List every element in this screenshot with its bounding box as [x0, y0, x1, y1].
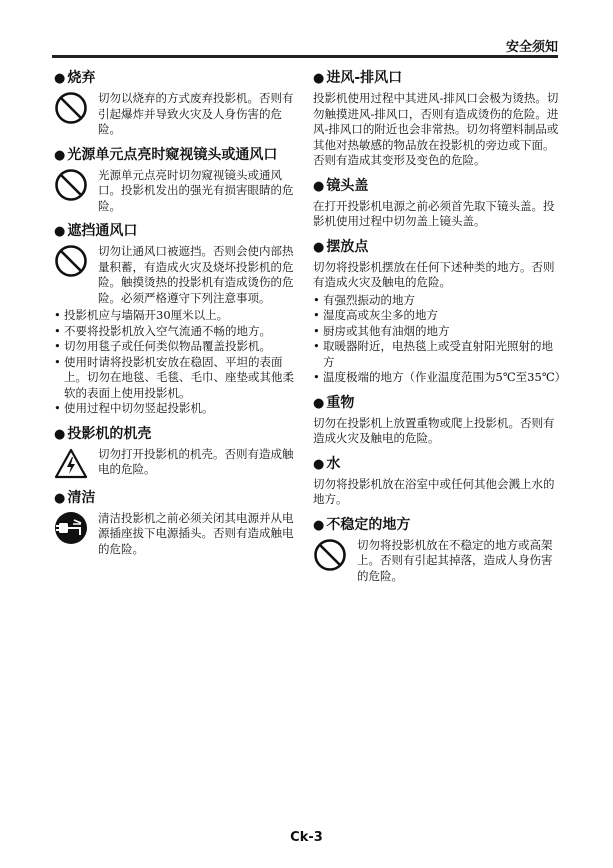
section-heavy — [313, 395, 563, 447]
list-item: • 有强烈振动的地方 — [313, 293, 563, 309]
section-text: 投影机使用过程中其进风-排风口会极为烫热。切勿触摸进风-排风口，否则有造成烫伤的危险。进风-排风口的附近也会非常热。切勿将塑料制品或其他对热敏感的物品放在投影机的旁边或下面。否则有造成其变形及变色的危险。 — [313, 91, 559, 167]
prohibition-icon — [54, 91, 88, 125]
section-text: 切勿将投影机放在浴室中或任何其他会溅上水的地方。 — [313, 476, 555, 506]
warning-text: 切勿让通风口被遮挡。否则会使内部热量积蓄，有造成火灾及烧坏投影机的危险。触摸烫热的投影机有造成烫伤的危险。必须严格遵守下列注意事项。 — [98, 244, 294, 305]
warning-text: 清洁投影机之前必须关闭其电源并从电源插座拔下电源插头。否则有造成触电的危险。 — [98, 510, 294, 556]
warning-text: 切勿打开投影机的机壳。否则有造成触电的危险。 — [98, 446, 294, 476]
section-title: ● 光源单元点亮时窥视镜头或通风口 — [54, 146, 278, 163]
section-unstable — [313, 517, 563, 585]
page-number: Ck-3 — [290, 830, 323, 845]
list-item: • 取暖器附近，电热毯上或受直射阳光照射的地方 — [313, 339, 563, 370]
list-item: • 温度极端的地方（作业温度范围为5℃至35℃） — [313, 370, 563, 386]
section-block-vent — [54, 223, 299, 417]
section-lens-cap — [313, 178, 563, 230]
section-title: ● 进风-排风口 — [313, 70, 403, 86]
list-item: • 投影机应与墙隔开30厘米以上。 — [54, 308, 299, 324]
section-title: ● 遮挡通风口 — [54, 223, 138, 239]
section-text: 在打开投影机电源之前必须首先取下镜头盖。投影机使用过程中切勿盖上镜头盖。 — [313, 198, 555, 228]
warning-text: 切勿以烧弃的方式废弃投影机。否则有引起爆炸并导致火灾及人身伤害的危险。 — [98, 91, 294, 136]
section-title: ● 清洁 — [54, 489, 96, 506]
list-item: • 不要将投影机放入空气流通不畅的地方。 — [54, 324, 299, 340]
list-item: • 切勿用毯子或任何类似物品覆盖投影机。 — [54, 339, 299, 355]
page-header-title: 安全须知 — [505, 40, 558, 55]
prohibition-icon — [54, 244, 88, 278]
section-text: 切勿在投影机上放置重物或爬上投影机。否则有造成火灾及触电的危险。 — [313, 415, 555, 445]
warning-text: 光源单元点亮时切勿窥视镜头或通风口。投影机发出的强光有损害眼睛的危险。 — [98, 167, 294, 213]
bullet-list — [54, 308, 299, 417]
header-divider — [52, 55, 558, 58]
unplug-icon — [54, 511, 88, 545]
electric-shock-warning-icon — [54, 447, 88, 481]
bullet-list — [313, 292, 567, 386]
section-title: ● 投影机的机壳 — [54, 425, 152, 442]
section-burn — [54, 70, 299, 138]
section-placement — [313, 238, 567, 386]
section-title: ● 镜头盖 — [313, 177, 369, 194]
section-lens-look — [54, 147, 299, 215]
section-title: ● 水 — [313, 455, 341, 472]
section-water — [313, 456, 563, 508]
list-item: • 湿度高或灰尘多的地方 — [313, 308, 563, 324]
prohibition-icon — [54, 168, 88, 202]
list-item: • 厨房或其他有油烟的地方 — [313, 324, 563, 340]
right-column — [313, 70, 567, 593]
section-title: ● 重物 — [313, 394, 355, 411]
section-cleaning — [54, 490, 299, 558]
left-column — [54, 70, 299, 566]
list-item: • 使用过程中切勿竖起投影机。 — [54, 401, 299, 417]
section-title: ● 摆放点 — [313, 238, 369, 255]
list-item: • 使用时请将投影机安放在稳固、平坦的表面上。切勿在地毯、毛毯、毛巾、座垫或其他柔软的表面上使用投影机。 — [54, 355, 299, 402]
section-title: ● 不稳定的地方 — [313, 516, 411, 533]
section-text: 切勿将投影机摆放在任何下述种类的地方。否则有造成火灾及触电的危险。 — [313, 259, 555, 289]
warning-text: 切勿将投影机放在不稳定的地方或高架上。否则有引起其掉落，造成人身伤害的危险。 — [357, 537, 553, 583]
section-title: ● 烧弃 — [54, 70, 96, 86]
prohibition-icon — [313, 538, 347, 572]
section-vents — [313, 70, 563, 169]
section-cabinet — [54, 426, 299, 481]
